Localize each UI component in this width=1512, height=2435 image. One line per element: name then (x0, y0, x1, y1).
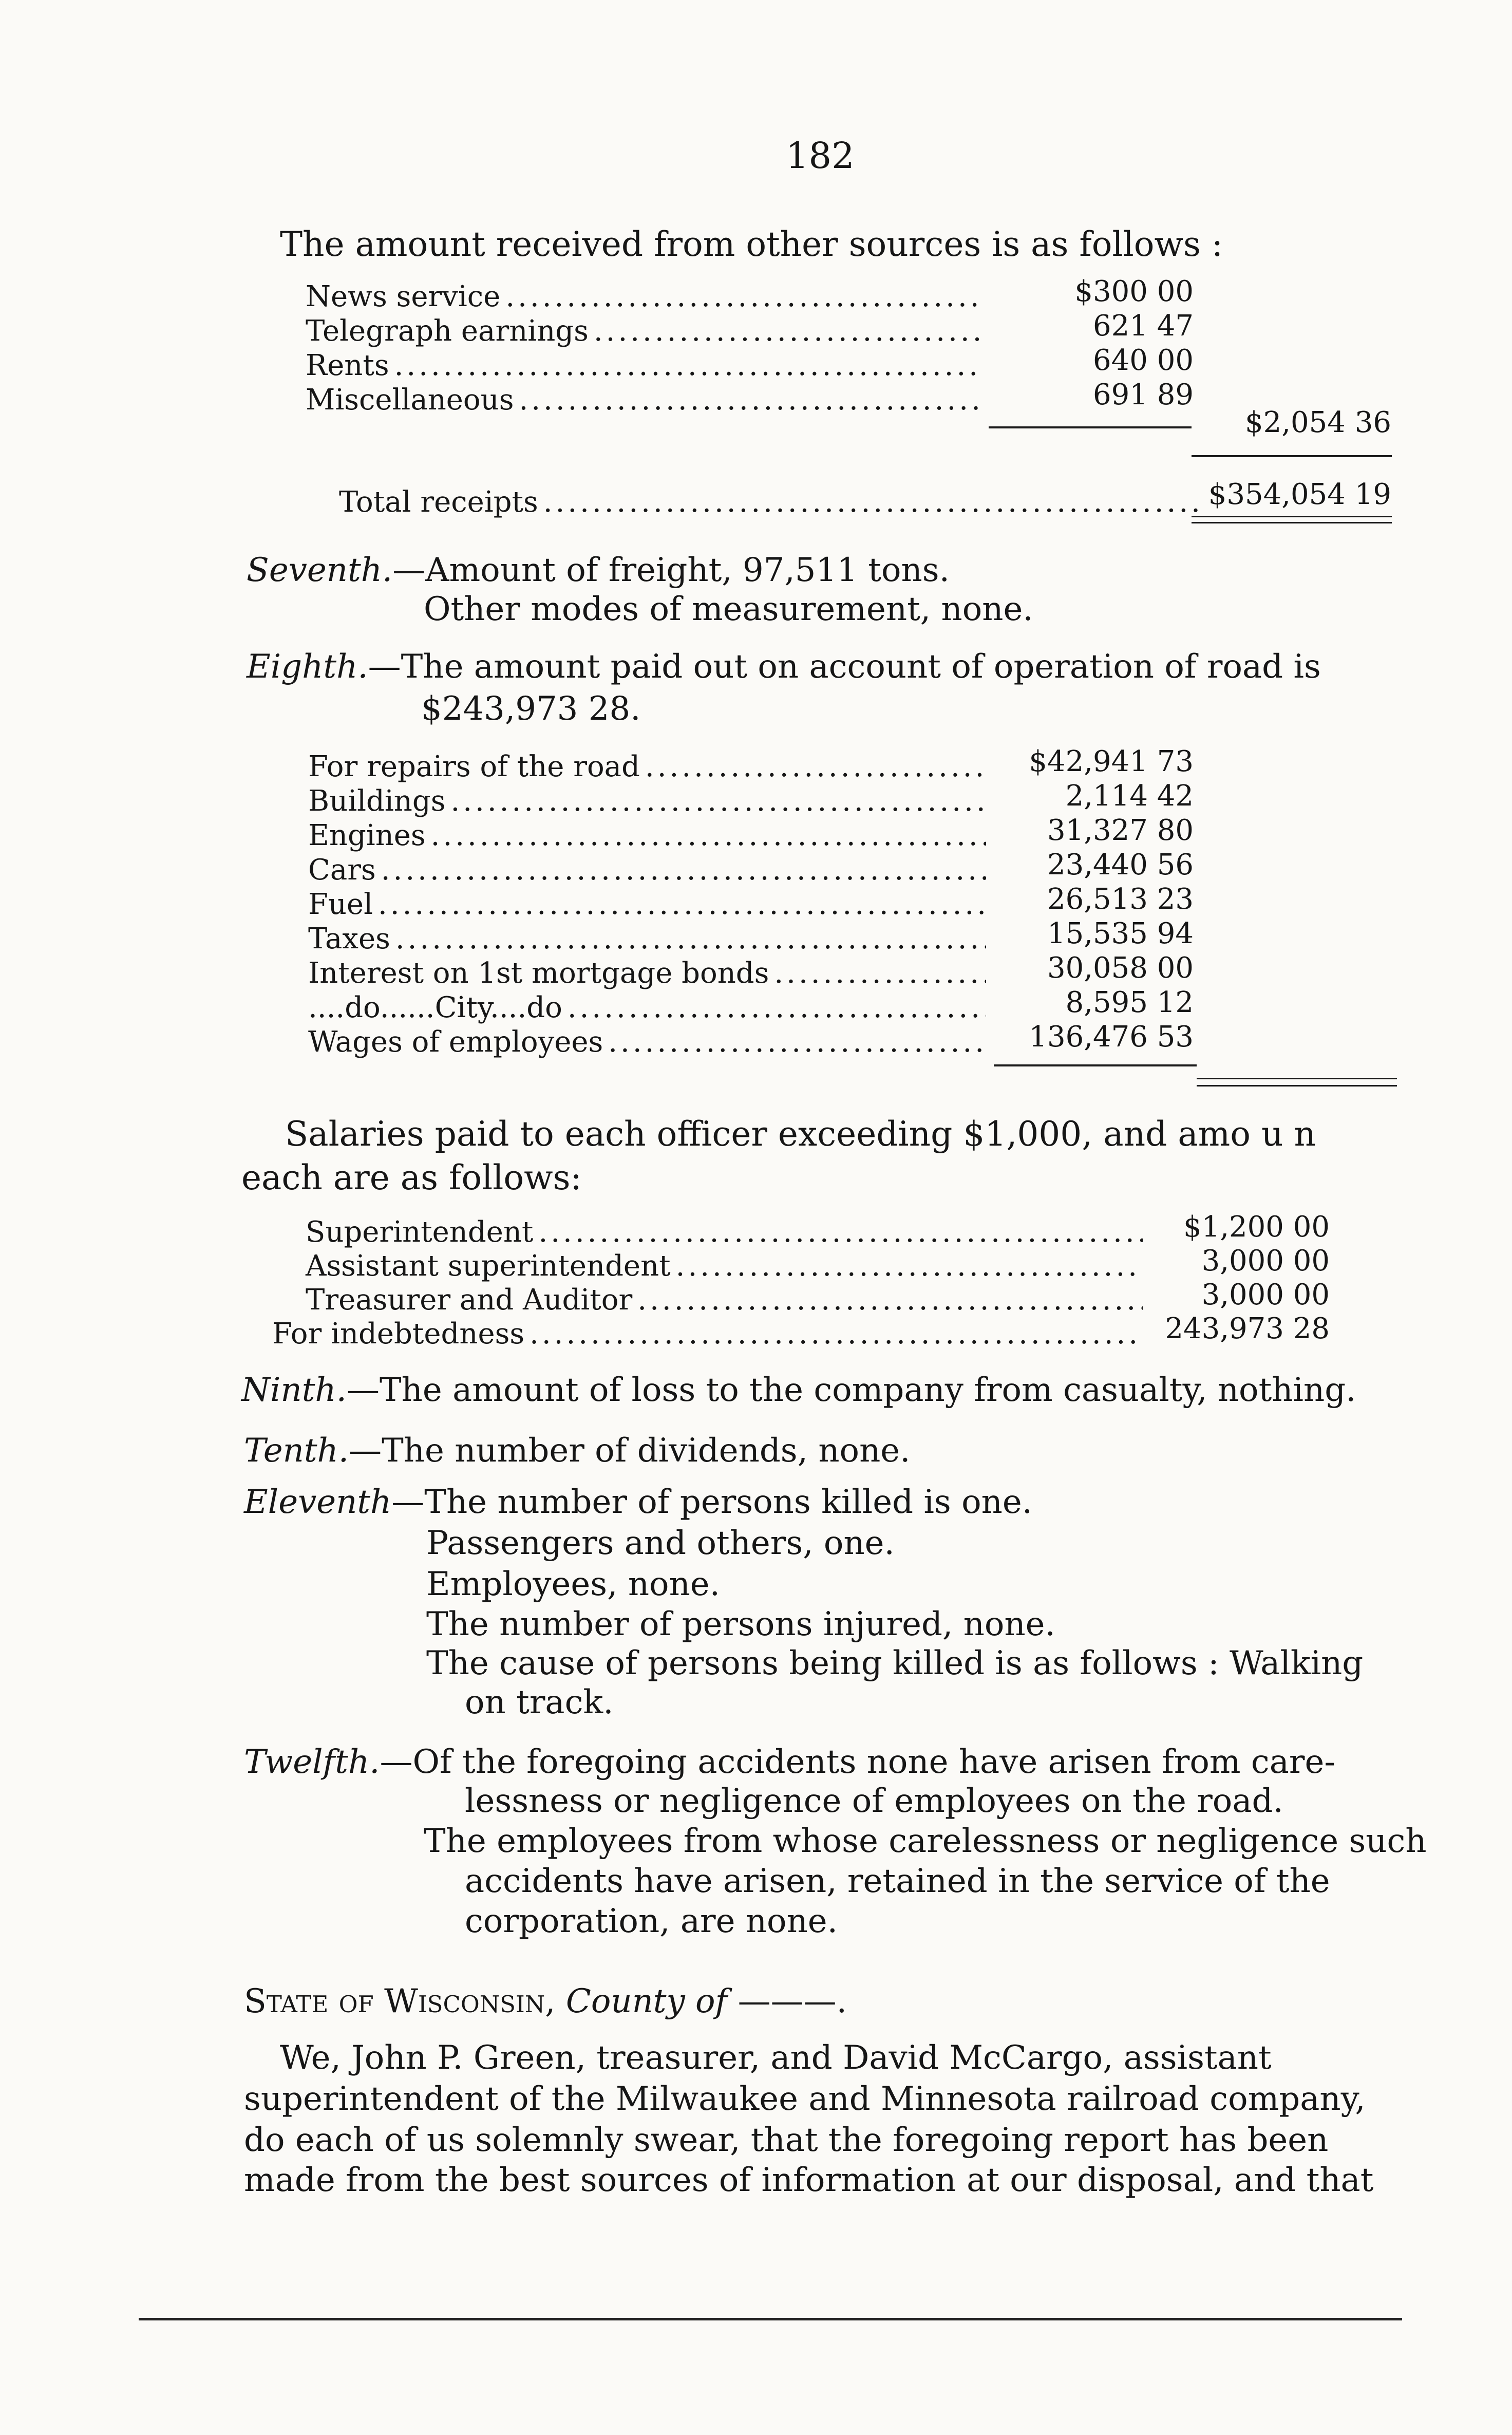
twelfth-line-5: corporation, are none. (465, 1902, 838, 1940)
amount: 3,000 00 (1201, 1244, 1330, 1278)
tenth-line: Tenth.—The number of dividends, none. (244, 1432, 911, 1470)
amount: 243,973 28 (1165, 1312, 1330, 1345)
eleventh-line-4: The number of persons injured, none. (426, 1605, 1055, 1643)
double-rule (1192, 516, 1392, 517)
oath-line-2: superintendent of the Milwaukee and Minnesota railroad company, (244, 2080, 1366, 2118)
seventh-line-1: Seventh.—Amount of freight, 97,511 tons. (247, 551, 950, 589)
oath-line-3: do each of us solemnly swear, that the foregoing report has been (244, 2121, 1329, 2159)
eighth-line-2: $243,973 28. (421, 690, 641, 728)
ninth-line: Ninth.—The amount of loss to the company from casualty, nothing. (241, 1371, 1356, 1409)
list-item: Interest on 1st mortgage bonds ..... (308, 957, 991, 990)
amount: 30,058 00 (1047, 951, 1194, 985)
amount: 15,535 94 (1047, 917, 1194, 950)
oath-heading: State of Wisconsin, County of ———. (244, 1982, 847, 2020)
divider (1192, 455, 1392, 457)
list-item: Rents ..... (306, 349, 989, 383)
list-item: For repairs of the road ..... (308, 750, 991, 784)
list-item: Wages of employees ..... (308, 1025, 991, 1059)
amount: 26,513 23 (1047, 883, 1194, 916)
eleventh-line-3: Employees, none. (426, 1565, 720, 1603)
list-item: Telegraph earnings ..... (306, 314, 989, 348)
amount: $300 00 (1074, 275, 1194, 308)
list-item: Engines ..... (308, 819, 991, 853)
double-rule (1192, 522, 1392, 523)
amount: 23,440 56 (1047, 848, 1194, 882)
list-item: News service ..... (306, 280, 989, 314)
page-bottom-rule (139, 2318, 1402, 2320)
list-item: Treasurer and Auditor ..... (306, 1283, 1148, 1317)
divider (989, 426, 1192, 428)
salaries-line-2: each are as follows: (241, 1158, 582, 1197)
seventh-line-2: Other modes of measurement, none. (424, 590, 1033, 628)
double-rule (1197, 1085, 1397, 1087)
twelfth-line-4: accidents have arisen, retained in the service of the (465, 1862, 1330, 1900)
total-receipts: $354,054 19 (1208, 478, 1391, 511)
list-item: Cars ..... (308, 853, 991, 887)
twelfth-line-2: lessness or negligence of employees on the road. (465, 1782, 1283, 1820)
amount: 621 47 (1093, 309, 1194, 343)
list-item: Miscellaneous ..... (306, 383, 989, 417)
amount: 3,000 00 (1201, 1278, 1330, 1312)
twelfth-line-3: The employees from whose carelessness or negligence such (424, 1822, 1427, 1860)
eleventh-line-1: Eleventh—The number of persons killed is one. (244, 1483, 1033, 1521)
amount: 691 89 (1093, 378, 1194, 411)
amount: 136,476 53 (1029, 1020, 1194, 1054)
list-item: Taxes ..... (308, 922, 991, 956)
eighth-line-1: Eighth.—The amount paid out on account of operation of road is (247, 648, 1321, 686)
double-rule (1197, 1078, 1397, 1079)
twelfth-line-1: Twelfth.—Of the foregoing accidents none have arisen from care- (244, 1743, 1335, 1781)
amount: $1,200 00 (1183, 1210, 1330, 1244)
eleventh-line-5: The cause of persons being killed is as follows : Walking (426, 1644, 1364, 1682)
amount: 2,114 42 (1065, 779, 1194, 813)
list-item: Assistant superintendent ..... (306, 1249, 1148, 1283)
list-item: For indebtedness ..... (272, 1317, 1148, 1351)
list-item: Buildings ..... (308, 784, 991, 818)
amount: $42,941 73 (1029, 745, 1194, 778)
eleventh-line-2: Passengers and others, one. (426, 1524, 895, 1562)
list-item: Fuel ..... (308, 888, 991, 922)
page-number: 182 (786, 135, 855, 177)
salaries-line-1: Salaries paid to each officer exceeding $1,000, and amo u n (285, 1114, 1316, 1154)
list-item: Superintendent ..... (306, 1215, 1148, 1249)
list-item: ....do......City....do ..... (308, 991, 991, 1025)
total-receipts-row: Total receipts ..... (339, 485, 1207, 519)
divider (994, 1064, 1197, 1066)
other-sources-intro: The amount received from other sources is as follows : (280, 224, 1223, 264)
subtotal: $2,054 36 (1244, 406, 1391, 439)
oath-line-4: made from the best sources of information at our disposal, and that (244, 2161, 1374, 2199)
amount: 31,327 80 (1047, 814, 1194, 847)
amount: 8,595 12 (1065, 986, 1194, 1019)
oath-line-1: We, John P. Green, treasurer, and David McCargo, assistant (280, 2039, 1272, 2077)
eleventh-line-6: on track. (465, 1683, 614, 1721)
amount: 640 00 (1093, 344, 1194, 377)
